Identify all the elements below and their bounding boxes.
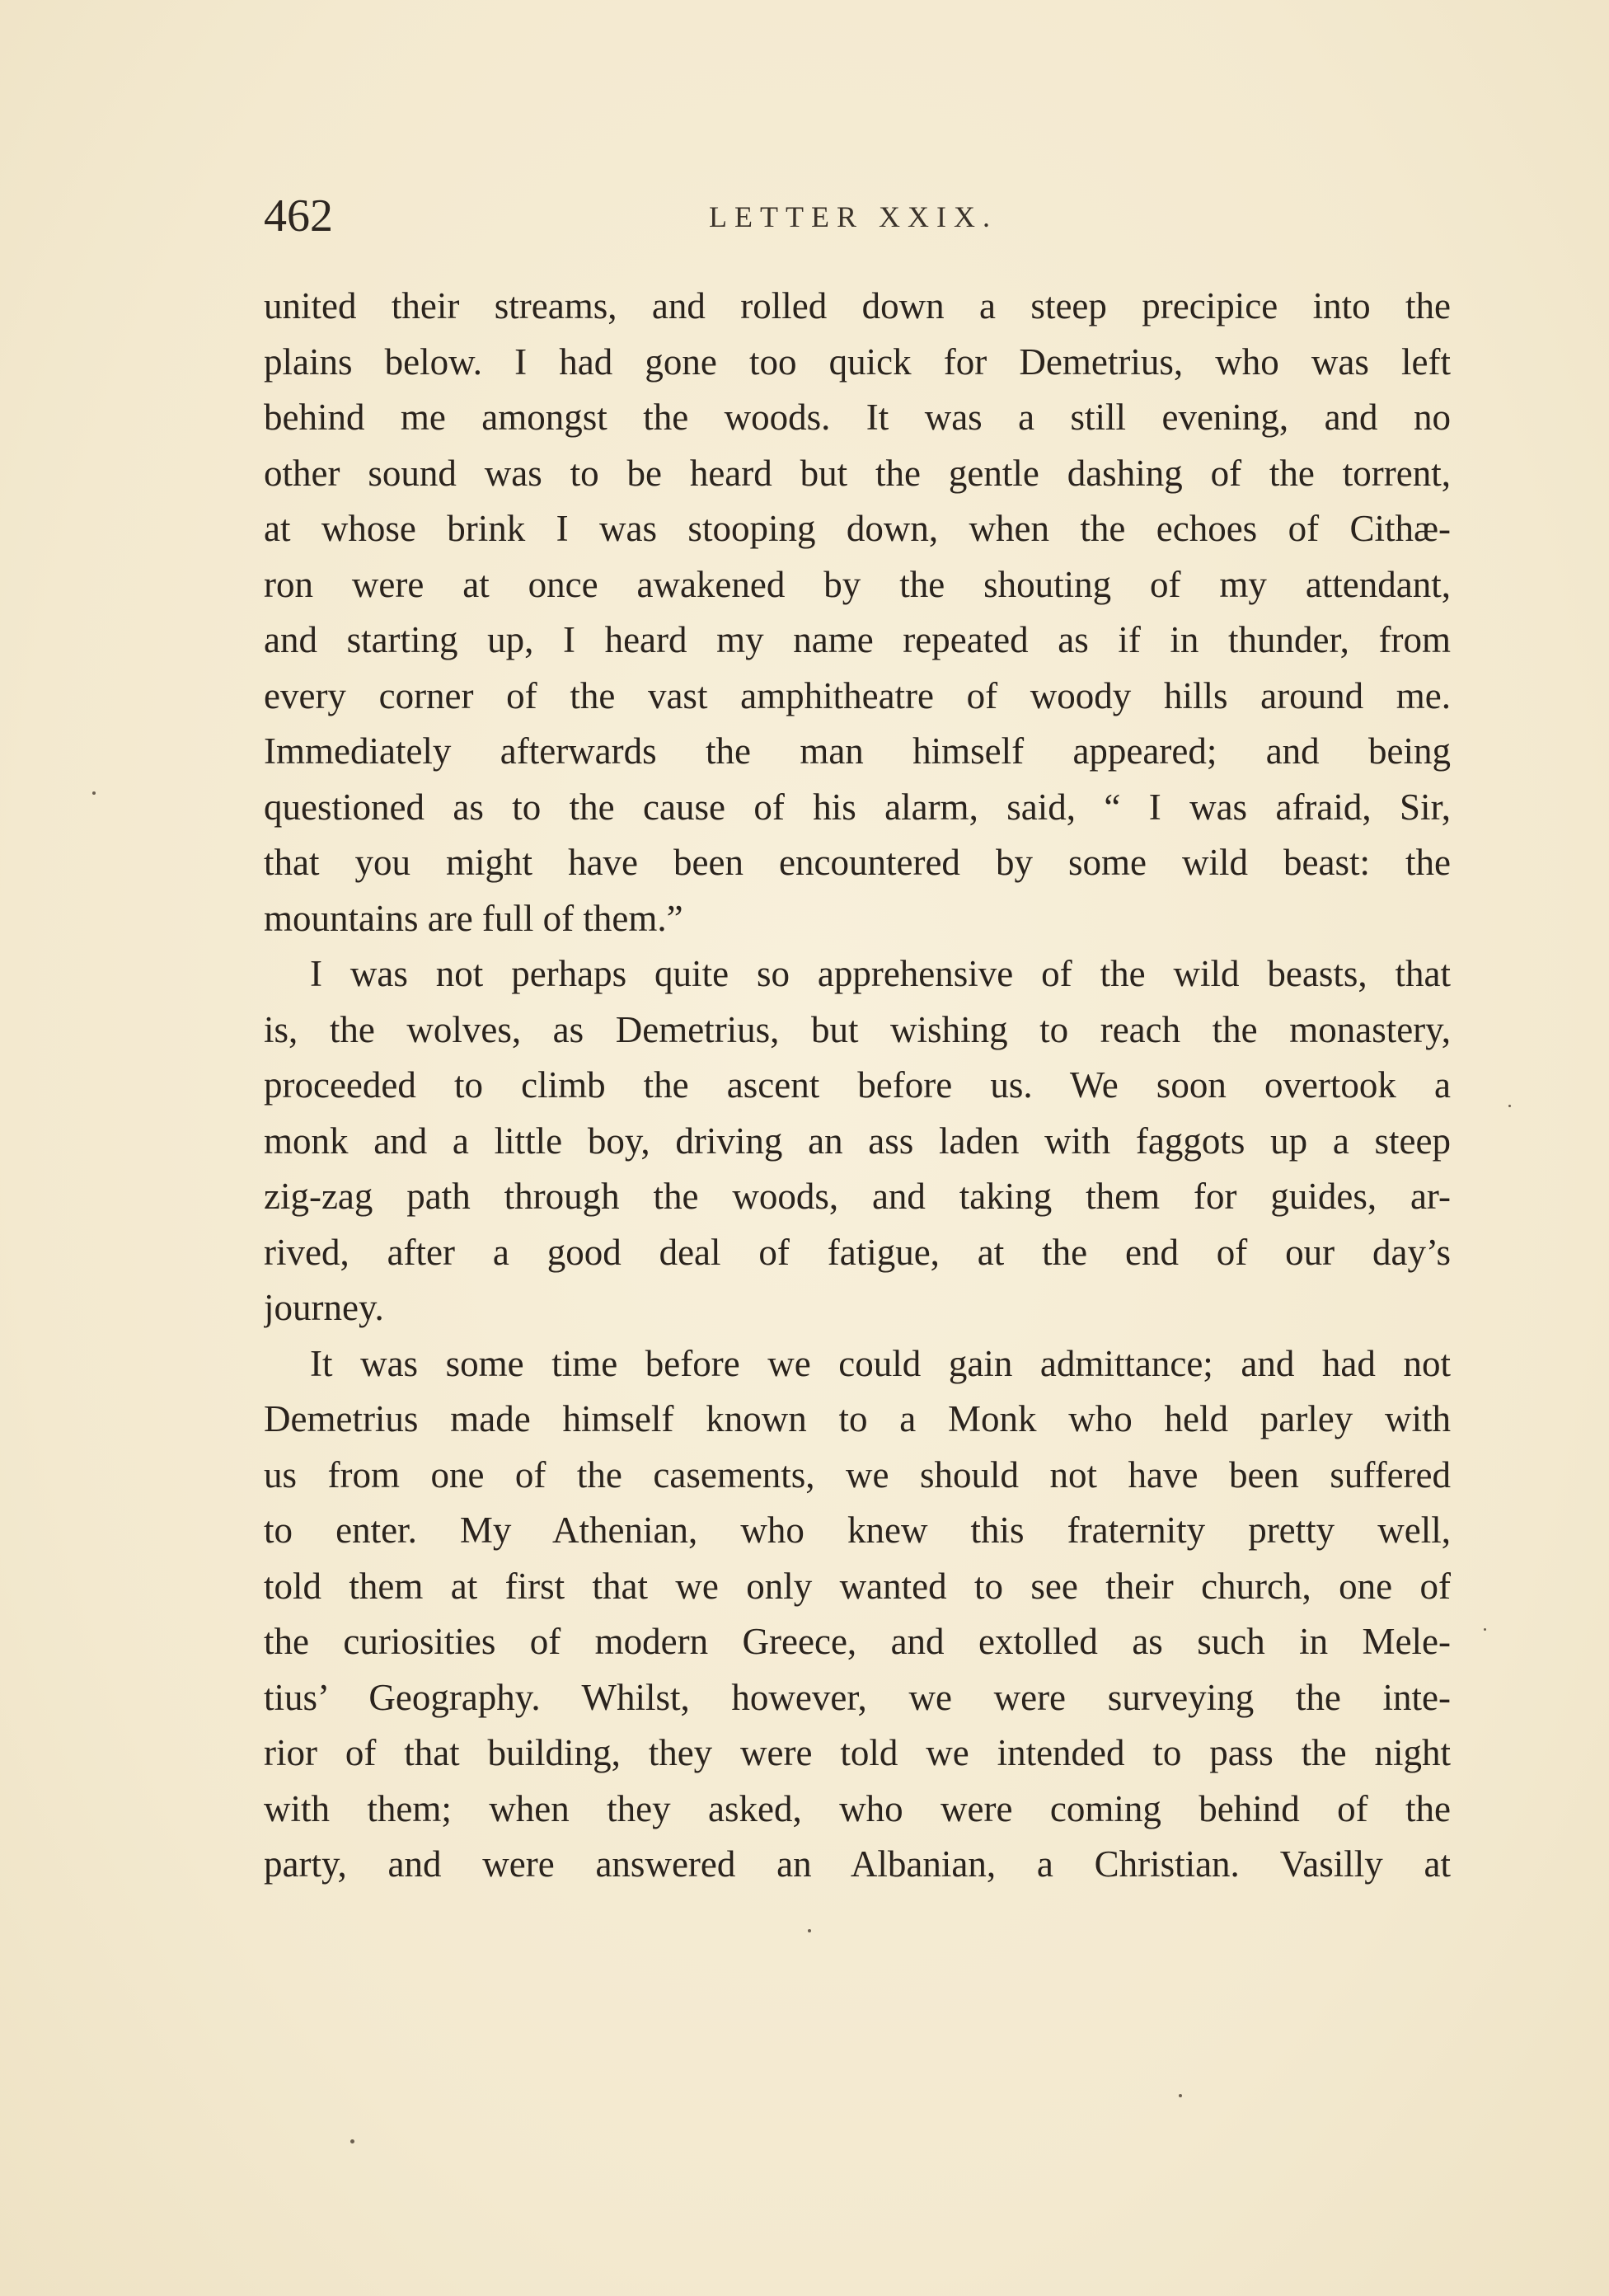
text-line: tius’ Geography. Whilst, however, we were surveying the inte- xyxy=(264,1676,1451,1718)
text-line: the curiosities of modern Greece, and extolled as such in Mele- xyxy=(264,1621,1451,1662)
text-line: plains below. I had gone too quick for Demetrius, who was left xyxy=(264,340,1451,383)
text-line: questioned as to the cause of his alarm, said, “ I was afraid, Sir, xyxy=(264,786,1451,828)
text-line: proceeded to climb the ascent before us. We soon overtook a xyxy=(264,1064,1451,1106)
text-line: us from one of the casements, we should not have been suffered xyxy=(264,1453,1451,1495)
paper-speck xyxy=(1508,1105,1511,1107)
body-text xyxy=(264,279,1451,1893)
text-line: every corner of the vast amphitheatre of woody hills around me. xyxy=(264,674,1451,716)
text-line: monk and a little boy, driving an ass laden with faggots up a steep xyxy=(264,1120,1451,1162)
text-line: rior of that building, they were told we intended to pass the night xyxy=(264,1732,1451,1773)
paragraph-first-line: It was some time before we could gain admittance; and had not xyxy=(310,1342,1451,1384)
text-line: mountains are full of them.” xyxy=(264,897,683,939)
text-line: at whose brink I was stooping down, when the echoes of Cithæ- xyxy=(264,508,1451,549)
paper-speck xyxy=(808,1929,811,1932)
text-line: zig-zag path through the woods, and taking them for guides, ar- xyxy=(264,1176,1451,1217)
page-number: 462 xyxy=(264,190,333,242)
text-line: with them; when they asked, who were coming behind of the xyxy=(264,1787,1451,1829)
text-line: rived, after a good deal of fatigue, at the end of our day’s xyxy=(264,1231,1451,1273)
text-line: behind me amongst the woods. It was a still evening, and no xyxy=(264,397,1451,438)
paper-speck xyxy=(350,2139,354,2143)
running-head: LETTER XXIX. xyxy=(709,200,997,233)
text-line: party, and were answered an Albanian, a Christian. Vasilly at xyxy=(264,1843,1451,1885)
text-line: is, the wolves, as Demetrius, but wishing to reach the monastery, xyxy=(264,1008,1451,1050)
text-line: Immediately afterwards the man himself appeared; and being xyxy=(264,730,1451,772)
paper-speck xyxy=(92,791,96,795)
text-line: told them at first that we only wanted to see their church, one of xyxy=(264,1565,1451,1607)
text-line: Demetrius made himself known to a Monk who held parley with xyxy=(264,1398,1451,1439)
text-line: ron were at once awakened by the shouting of my attendant, xyxy=(264,563,1451,605)
paragraph-first-line: I was not perhaps quite so apprehensive of the wild beasts, that xyxy=(310,953,1451,994)
paper-speck xyxy=(1484,1628,1486,1631)
text-line: and starting up, I heard my name repeated as if in thunder, from xyxy=(264,619,1451,660)
paper-speck xyxy=(1179,2094,1182,2097)
text-line: to enter. My Athenian, who knew this fraternity pretty well, xyxy=(264,1510,1451,1551)
text-line: that you might have been encountered by some wild beast: the xyxy=(264,842,1451,883)
text-line: united their streams, and rolled down a steep precipice into the xyxy=(264,285,1451,326)
page-header xyxy=(264,191,1451,249)
text-line: journey. xyxy=(264,1287,384,1328)
text-line: other sound was to be heard but the gentle dashing of the torrent, xyxy=(264,452,1451,494)
